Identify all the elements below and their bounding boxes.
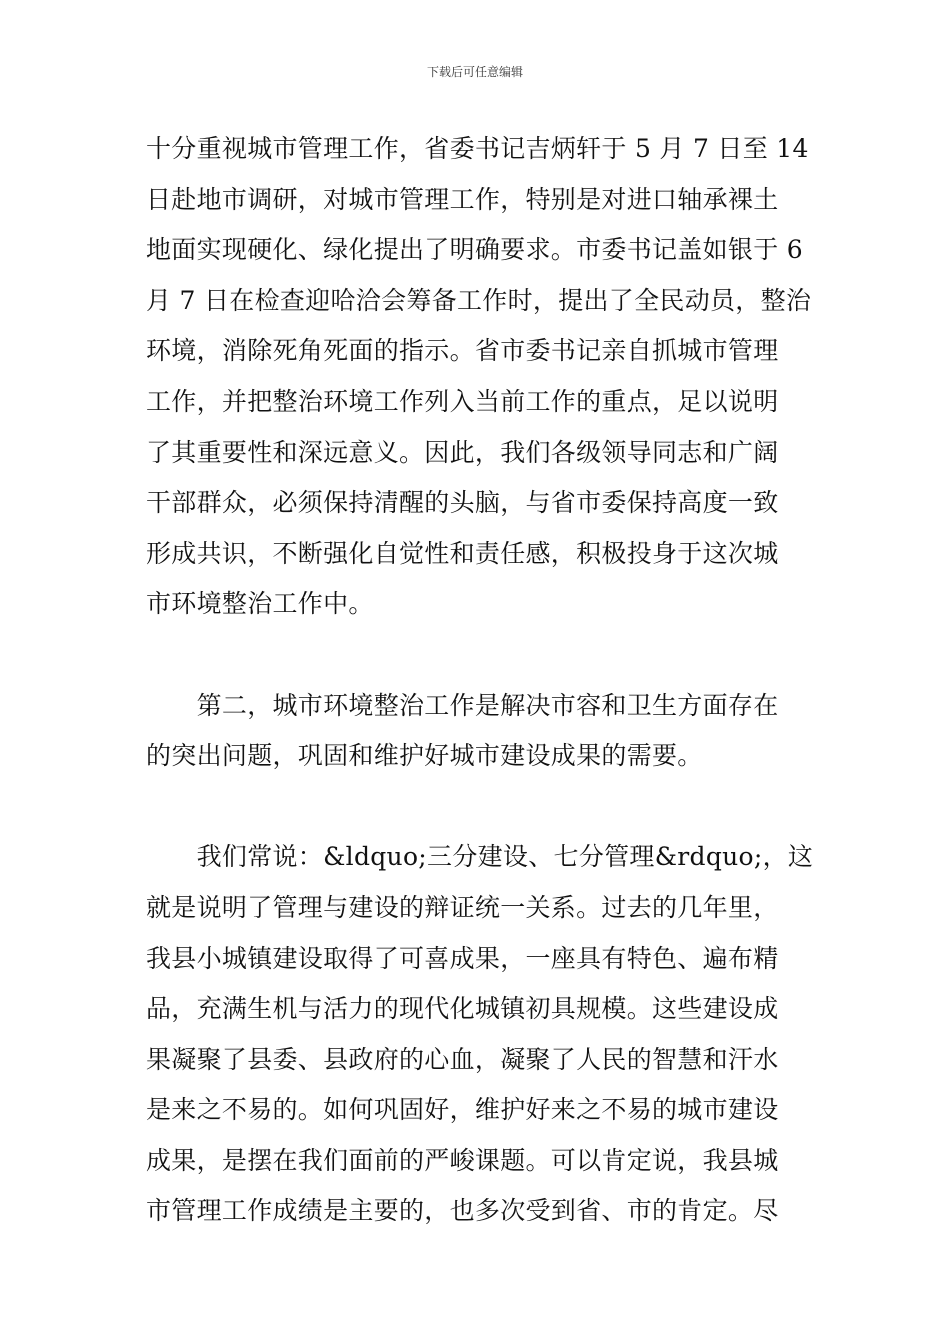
text-line: 第二，城市环境整治工作是解决市容和卫生方面存在 <box>146 690 779 720</box>
text-line: 十分重视城市管理工作，省委书记吉炳轩于 5 月 7 日至 14 <box>146 134 809 163</box>
text-line: 市管理工作成绩是主要的，也多次受到省、市的肯定。尽 <box>146 1196 779 1226</box>
text-line: 成果，是摆在我们面前的严峻课题。可以肯定说，我县城 <box>146 1145 779 1175</box>
text-line: 环境，消除死角死面的指示。省市委书记亲自抓城市管理 <box>146 336 779 366</box>
text-line: 干部群众，必须保持清醒的头脑，与省市委保持高度一致 <box>146 488 779 518</box>
document-body <box>146 124 812 1237</box>
text-line: 了其重要性和深远意义。因此，我们各级领导同志和广阔 <box>146 437 779 467</box>
text-line: 就是说明了管理与建设的辩证统一关系。过去的几年里， <box>146 892 779 922</box>
paragraph-2 <box>146 681 812 782</box>
page-header: 下载后可任意编辑 <box>426 65 523 79</box>
text-line: 是来之不易的。如何巩固好，维护好来之不易的城市建设 <box>146 1095 779 1125</box>
text-line: 月 7 日在检查迎哈洽会筹备工作时，提出了全民动员，整治 <box>146 285 812 315</box>
paragraph-spacer <box>146 630 812 681</box>
paragraph-1 <box>146 124 812 630</box>
text-line: 品，充满生机与活力的现代化城镇初具规模。这些建设成 <box>146 994 779 1024</box>
text-line: 地面实现硬化、绿化提出了明确要求。市委书记盖如银于 6 <box>146 235 803 265</box>
text-line: 工作，并把整治环境工作列入当前工作的重点，足以说明 <box>146 386 779 416</box>
text-line: 我县小城镇建设取得了可喜成果，一座具有特色、遍布精 <box>146 943 779 973</box>
text-line: 我们常说：&ldquo;三分建设、七分管理&rdquo;，这 <box>146 842 814 872</box>
text-line: 果凝聚了县委、县政府的心血，凝聚了人民的智慧和汗水 <box>146 1044 779 1074</box>
paragraph-spacer <box>146 782 812 833</box>
paragraph-3 <box>146 832 812 1237</box>
text-line: 日赴地市调研，对城市管理工作，特别是对进口轴承裸土 <box>146 184 779 214</box>
text-line: 形成共识，不断强化自觉性和责任感，积极投身于这次城 <box>146 538 779 568</box>
text-line: 的突出问题，巩固和维护好城市建设成果的需要。 <box>146 741 703 771</box>
text-line: 市环境整治工作中。 <box>146 589 374 619</box>
